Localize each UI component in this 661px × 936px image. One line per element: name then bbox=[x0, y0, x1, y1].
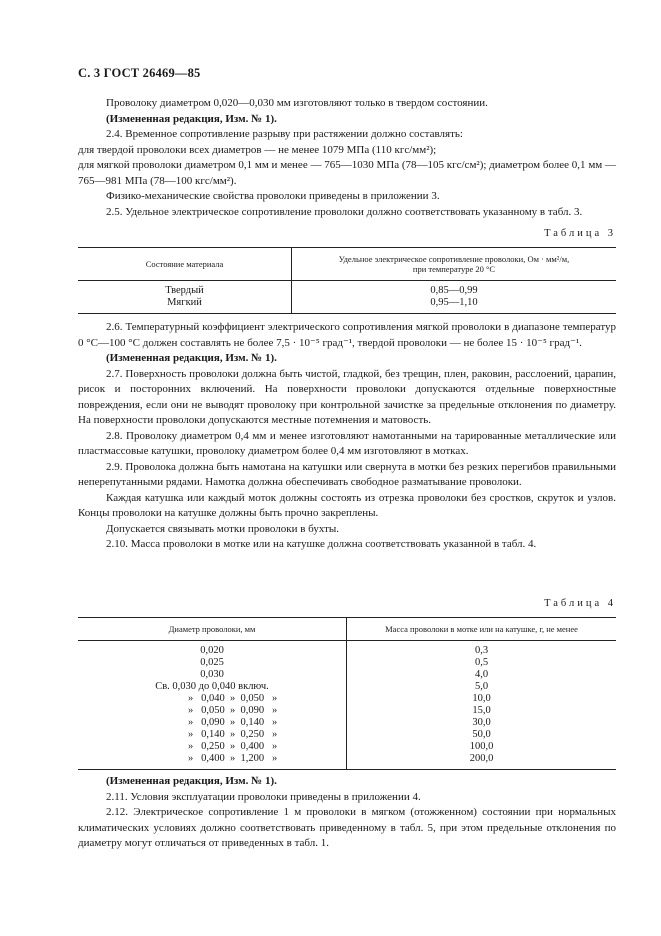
table-row bbox=[78, 717, 616, 729]
table-cell: 0,025 bbox=[200, 657, 224, 668]
table-row bbox=[78, 741, 616, 753]
paragraph: для мягкой проволоки диаметром 0,1 мм и менее — 765—1030 МПа (78—105 кгс/см²); диаметром более 0,1 мм — 765—981 МПа (78—100 кгс/мм²). bbox=[78, 159, 616, 187]
paragraph: 2.12. Электрическое сопротивление 1 м проволоки в мягком (отожженном) состоянии при нормальных климатических условиях должно соответствовать приведенному в табл. 5, при этом предельные отклонения по диаметру могут отличаться от приведенных в табл. 1. bbox=[78, 806, 616, 849]
table-row bbox=[78, 681, 616, 693]
table-cell: 0,85—0,99 bbox=[292, 281, 617, 298]
table-cell: » 0,090 » 0,140 » bbox=[188, 717, 278, 728]
table-cell: 15,0 bbox=[347, 705, 617, 717]
table-cell: » 0,400 » 1,200 » bbox=[78, 753, 347, 770]
table-row bbox=[78, 281, 616, 298]
table-3 bbox=[78, 247, 616, 314]
text-block-1 bbox=[78, 96, 616, 220]
text-block-3 bbox=[78, 774, 616, 852]
table-cell: 100,0 bbox=[347, 741, 617, 753]
table-cell: 30,0 bbox=[347, 717, 617, 729]
paragraph: Допускается связывать мотки проволоки в бухты. bbox=[106, 522, 340, 535]
table-4-col-diameter: Диаметр проволоки, мм bbox=[78, 618, 347, 641]
table-4-caption: Таблица 4 bbox=[544, 598, 616, 609]
paragraph: 2.6. Температурный коэффициент электрического сопротивления мягкой проволоки в диапазоне температур 0 °С—100 °С должен составлять не более 7,5 · 10⁻⁵ град⁻¹, твердой проволоки — не более 15 · 10⁻⁵ град⁻¹. bbox=[78, 321, 616, 349]
table-row bbox=[78, 705, 616, 717]
table-row bbox=[78, 297, 616, 314]
amendment-note: (Измененная редакция, Изм. № 1). bbox=[106, 352, 277, 364]
text-block-2 bbox=[78, 320, 616, 553]
table-row bbox=[78, 641, 616, 658]
table-3-col-state: Состояние материала bbox=[78, 248, 292, 281]
table-row bbox=[78, 753, 616, 770]
page-header: С. 3 ГОСТ 26469—85 bbox=[78, 66, 201, 80]
paragraph: 2.5. Удельное электрическое сопротивление проволоки должно соответствовать указанному в табл. 3. bbox=[106, 205, 583, 218]
table-cell: 0,020 bbox=[200, 645, 224, 656]
table-cell: Мягкий bbox=[78, 297, 292, 314]
table-cell: » 0,140 » 0,250 » bbox=[188, 729, 278, 740]
table-row bbox=[78, 693, 616, 705]
paragraph: 2.11. Условия эксплуатации проволоки приведены в приложении 4. bbox=[106, 790, 421, 803]
table-cell: » 0,040 » 0,050 » bbox=[188, 693, 278, 704]
table-4 bbox=[78, 617, 616, 770]
table-cell: » 0,050 » 0,090 » bbox=[188, 705, 278, 716]
paragraph: 2.7. Поверхность проволоки должна быть чистой, гладкой, без трещин, плен, раковин, расслоений, царапин, рисок и посторонних включений. На поверхности проволоки допускаются отдельные поверхностные повреждения, если они не выводят проволоку при контрольной зачистке за предельные отклонения по диаметру. На поверхности проволоки допускаются местные потемнения и матовость. bbox=[78, 367, 616, 426]
paragraph: Каждая катушка или каждый моток должны состоять из отрезка проволоки без сростков, скруток и узлов. Концы проволоки на катушке должны быть прочно закреплены. bbox=[78, 491, 616, 519]
table-cell: » 0,250 » 0,400 » bbox=[188, 741, 278, 752]
amendment-note: (Измененная редакция, Изм. № 1). bbox=[106, 112, 277, 125]
amendment-note: (Измененная редакция, Изм. № 1). bbox=[106, 775, 277, 787]
table-cell: 4,0 bbox=[347, 669, 617, 681]
paragraph: Физико-механические свойства проволоки приведены в приложении 3. bbox=[106, 190, 440, 202]
table-cell: 0,030 bbox=[200, 669, 224, 680]
table-cell: 10,0 bbox=[347, 693, 617, 705]
table-3-col-resistance: Удельное электрическое сопротивление проволоки, Ом · мм²/м, при температуре 20 °С bbox=[292, 248, 617, 281]
table-cell: 5,0 bbox=[347, 681, 617, 693]
table-cell: 200,0 bbox=[347, 753, 617, 770]
table-row bbox=[78, 729, 616, 741]
table-4-col-mass: Масса проволоки в мотке или на катушке, г, не менее bbox=[347, 618, 617, 641]
paragraph: 2.4. Временное сопротивление разрыву при растяжении должно составлять: bbox=[106, 128, 463, 140]
paragraph: 2.9. Проволока должна быть намотана на катушки или свернута в мотки без резких перегибов правильными неперепутанными рядами. Намотка должна обеспечивать свободное разматывание проволоки. bbox=[78, 460, 616, 488]
table-cell: Твердый bbox=[165, 285, 204, 296]
table-cell: 0,5 bbox=[347, 657, 617, 669]
table-row bbox=[78, 669, 616, 681]
table-cell: 0,3 bbox=[347, 641, 617, 658]
paragraph: Проволоку диаметром 0,020—0,030 мм изготовляют только в твердом состоянии. bbox=[106, 97, 488, 109]
table-cell: Св. 0,030 до 0,040 включ. bbox=[155, 681, 269, 692]
table-cell: 50,0 bbox=[347, 729, 617, 741]
paragraph: для твердой проволоки всех диаметров — не менее 1079 МПа (110 кгс/мм²); bbox=[78, 143, 437, 156]
paragraph: 2.8. Проволоку диаметром 0,4 мм и менее изготовляют намотанными на тарированные металлические или пластмассовые катушки, проволоку диаметром более 0,4 мм изготовляют в мотках. bbox=[78, 429, 616, 457]
table-cell: 0,95—1,10 bbox=[292, 297, 617, 314]
paragraph: 2.10. Масса проволоки в мотке или на катушке должна соответствовать указанной в табл. 4. bbox=[106, 538, 537, 550]
table-3-caption: Таблица 3 bbox=[544, 228, 616, 239]
table-row bbox=[78, 657, 616, 669]
